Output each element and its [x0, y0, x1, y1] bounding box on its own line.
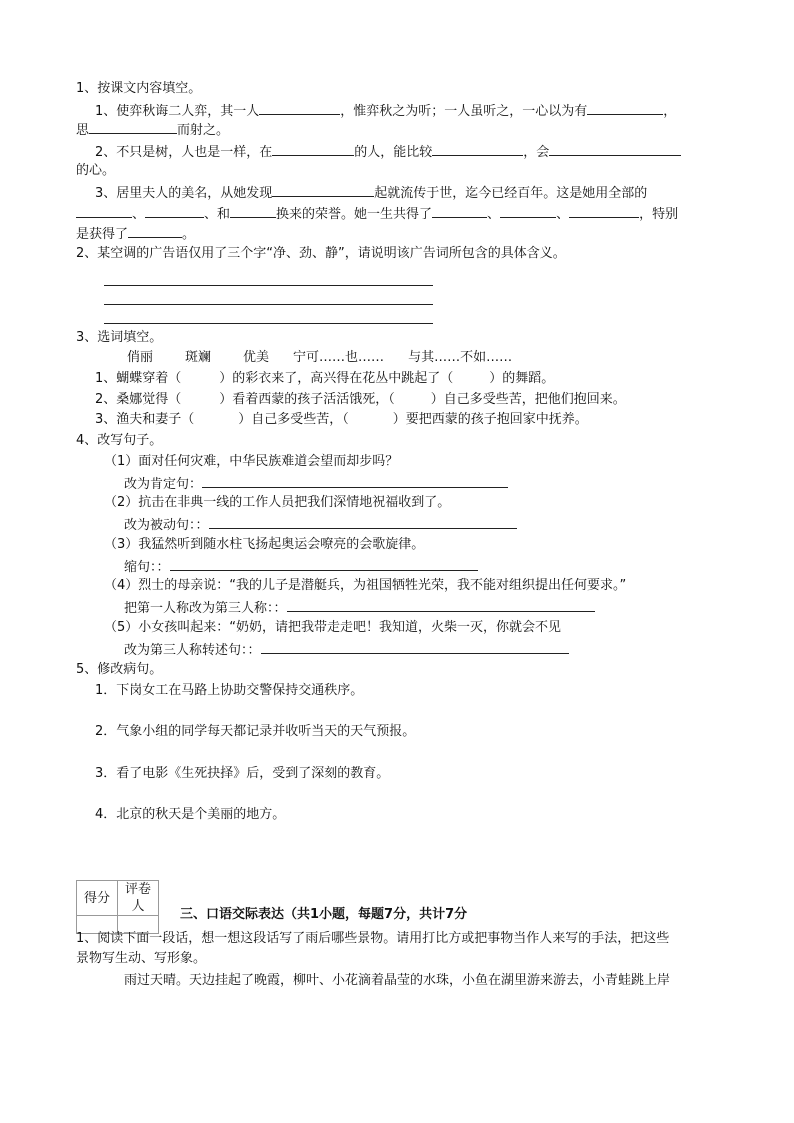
- q1-item2-line2: 的心。: [76, 163, 116, 178]
- q4-s1-label: 改为肯定句：: [124, 477, 203, 492]
- q1-item3-text-b: 起就流传于世，迄今已经百年。这是她用全部的: [374, 186, 648, 201]
- blank[interactable]: [272, 142, 354, 156]
- q3-sentence1: [95, 370, 554, 387]
- answer-line[interactable]: [261, 640, 569, 654]
- q1-item3-text-d: 、和: [204, 207, 231, 222]
- answer-line[interactable]: [104, 304, 433, 305]
- section3-q1-line1: 1、阅读下面一段话，想一想这段话写了雨后哪些景物。请用打比方或把事物当作人来写的手法，把这些: [76, 931, 670, 946]
- q1-item1-text-d: 思: [76, 123, 90, 138]
- q3-s2-a: 2、桑娜觉得（: [95, 392, 182, 407]
- q1-item3-text-j: 。: [182, 227, 196, 242]
- q1-item3-text-f: 、: [487, 207, 501, 222]
- q3-s2-b: ）看着西蒙的孩子活活饿死，（: [219, 392, 395, 407]
- q3-s3-c: ）要把西蒙的孩子抱回家中抚养。: [392, 412, 588, 427]
- q1-item2-text-a: 2、不只是树，人也是一样，在: [95, 145, 273, 160]
- blank[interactable]: [432, 142, 523, 156]
- q4-s1: （1）面对任何灾难，中华民族难道会望而却步吗？: [104, 454, 399, 469]
- answer-line[interactable]: [287, 598, 595, 612]
- grader-label: 评卷人: [118, 881, 159, 916]
- q1-item2-text-c: ，会: [523, 145, 550, 160]
- q5-item: 3．看了电影《生死抉择》后，受到了深刻的教育。: [95, 766, 390, 781]
- q4-title: 4、改写句子。: [76, 433, 163, 448]
- q3-s3-b: ）自己多受些苦，（: [238, 412, 349, 427]
- section3-passage: 雨过天晴。天边挂起了晚霞，柳叶、小花滴着晶莹的水珠，小鱼在湖里游来游去，小青蛙跳上岸: [124, 973, 671, 988]
- q4-s2-label: 改为被动句：：: [124, 518, 209, 533]
- q4-s2-prompt: [124, 515, 517, 534]
- q1-item3-line1: [95, 183, 647, 202]
- answer-line[interactable]: [104, 323, 433, 324]
- q4-s3-label: 缩句：：: [124, 560, 170, 575]
- q4-s3: （3）我猛然听到随水柱飞扬起奥运会嘹亮的会歌旋律。: [104, 537, 425, 552]
- blank[interactable]: [230, 204, 276, 218]
- blank[interactable]: [259, 101, 340, 115]
- q3-title: 3、选词填空。: [76, 330, 163, 345]
- q4-s1-prompt: [124, 474, 508, 493]
- word-option: 俏丽: [127, 350, 154, 365]
- score-box: [76, 880, 159, 934]
- q1-item3-text-h: ，特别: [639, 207, 679, 222]
- q1-item1-text-c: ，: [663, 104, 677, 119]
- q5-item: 4．北京的秋天是个美丽的地方。: [95, 807, 286, 822]
- blank[interactable]: [587, 101, 663, 115]
- blank[interactable]: [500, 204, 556, 218]
- q1-item1-line2: [76, 120, 229, 139]
- q4-s2: （2）抗击在非典一线的工作人员把我们深情地祝福收到了。: [104, 495, 451, 510]
- q4-s5-label: 改为第三人称转述句：：: [124, 643, 261, 658]
- q1-item3-text-i: 是获得了: [76, 227, 129, 242]
- q4-s5: （5）小女孩叫起来：“奶奶，请把我带走走吧！我知道，火柴一灭，你就会不见: [104, 620, 562, 635]
- q4-s4-prompt: [124, 598, 595, 617]
- q3-s2-c: ）自己多受些苦，把他们抱回来。: [430, 392, 626, 407]
- q4-s4-label: 把第一人称改为第三人称：：: [124, 601, 287, 616]
- q1-item1-text-e: 而射之。: [177, 123, 230, 138]
- blank[interactable]: [128, 224, 182, 238]
- q3-s3-a: 3、渔夫和妻子（: [95, 412, 195, 427]
- score-label: 得分: [77, 881, 118, 916]
- q1-item3-text-a: 3、居里夫人的美名，从她发现: [95, 186, 273, 201]
- q5-item: 1．下岗女工在马路上协助交警保持交通秩序。: [95, 683, 364, 698]
- blank[interactable]: [432, 204, 487, 218]
- q1-item3-text-e: 换来的荣誉。她一生共得了: [276, 207, 433, 222]
- q1-item2-text-b: 的人，能比较: [354, 145, 433, 160]
- q3-s1-c: ）的舞蹈。: [489, 371, 555, 386]
- q1-item1-line1: [95, 101, 676, 120]
- answer-line[interactable]: [202, 474, 508, 488]
- q4-s5-prompt: [124, 640, 569, 659]
- word-option: 与其……不如……: [408, 350, 513, 365]
- q3-word-bank: [127, 349, 512, 366]
- q3-sentence2: [95, 391, 626, 408]
- q1-item3-text-g: 、: [556, 207, 570, 222]
- blank[interactable]: [76, 204, 132, 218]
- answer-line[interactable]: [104, 285, 433, 286]
- q1-item3-line2: [76, 204, 678, 223]
- section3-title: 三、口语交际表达（共1小题，每题7分，共计7分: [180, 907, 468, 922]
- q1-item1-text-a: 1、使弈秋诲二人弈，其一人: [95, 104, 260, 119]
- q1-title: 1、按课文内容填空。: [76, 81, 202, 96]
- blank[interactable]: [569, 204, 639, 218]
- blank[interactable]: [145, 204, 204, 218]
- word-option: 斑斓: [185, 350, 212, 365]
- q1-item3-text-c: 、: [132, 207, 146, 222]
- q1-item3-line3: [76, 224, 195, 243]
- q2-title: 2、某空调的广告语仅用了三个字“净、劲、静”，请说明该广告词所包含的具体含义。: [76, 246, 566, 261]
- q3-sentence3: [95, 411, 588, 428]
- answer-line[interactable]: [170, 557, 478, 571]
- q3-s1-a: 1、蝴蝶穿着（: [95, 371, 182, 386]
- blank[interactable]: [272, 183, 374, 197]
- q4-s3-prompt: [124, 557, 478, 576]
- blank[interactable]: [549, 142, 681, 156]
- q3-s1-b: ）的彩衣来了，高兴得在花丛中跳起了（: [219, 371, 454, 386]
- q1-item1-text-b: ，惟弈秋之为听；一人虽听之，一心以为有: [340, 104, 588, 119]
- q1-item2-line1: [95, 142, 681, 161]
- blank[interactable]: [89, 120, 177, 134]
- answer-line[interactable]: [209, 515, 517, 529]
- q5-item: 2．气象小组的同学每天都记录并收听当天的天气预报。: [95, 724, 416, 739]
- q5-title: 5、修改病句。: [76, 662, 163, 677]
- word-option: 优美: [243, 350, 270, 365]
- word-option: 宁可……也……: [293, 350, 385, 365]
- section3-q1-line2: 景物写生动、写形象。: [76, 951, 207, 966]
- q4-s4: （4）烈士的母亲说：“我的儿子是潜艇兵，为祖国牺牲光荣，我不能对组织提出任何要求。”: [104, 578, 627, 593]
